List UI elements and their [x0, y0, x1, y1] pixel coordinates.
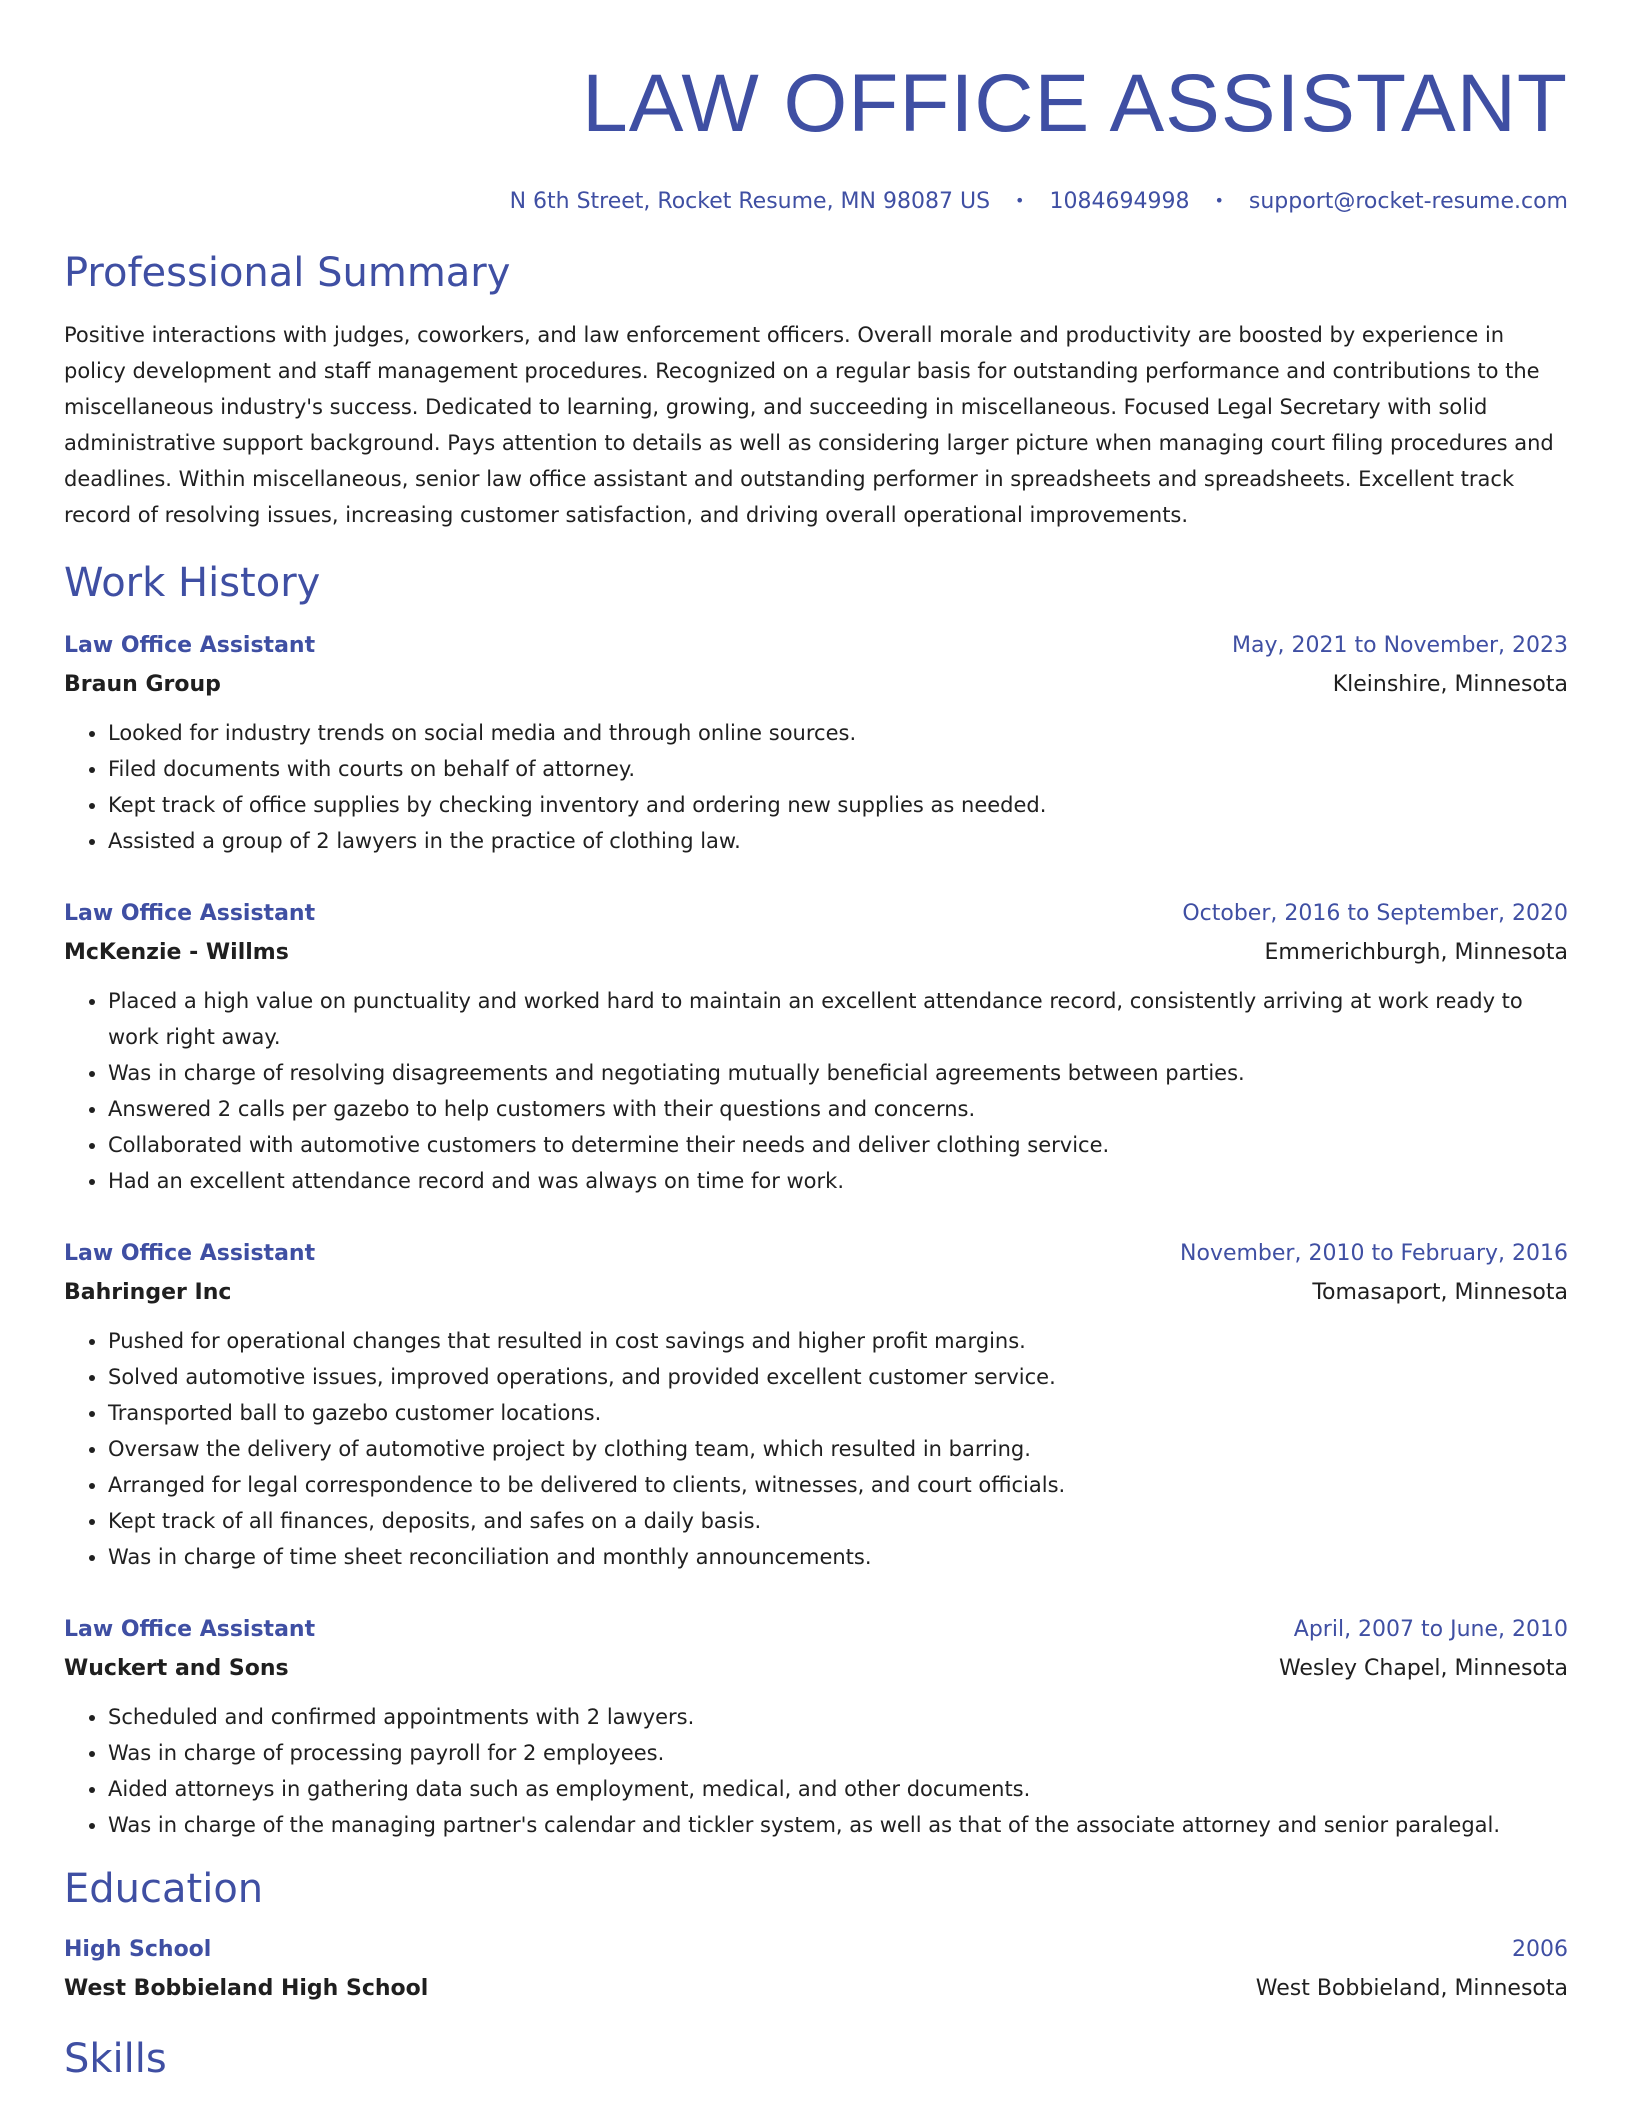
job-company: Bahringer Inc [64, 1280, 232, 1305]
job-bullet: • Was in charge of processing payroll for 2 employees. [108, 1735, 1568, 1771]
professional-summary-heading: Professional Summary [64, 250, 511, 296]
professional-summary-text: Positive interactions with judges, coworkers, and law enforcement officers. Overall morale and productivity are boosted by experience in policy development and staff management procedures. Recognized on a regular basis for outstanding performance and contributions to the miscellaneous industry's success. Dedicated to learning, growing, and succeeding in miscellaneous. Focused Legal Secretary with solid administrative support background. Pays attention to details as well as considering larger picture when managing court filing procedures and deadlines. Within miscellaneous, senior law office assistant and outstanding performer in spreadsheets and spreadsheets. Excellent track record of resolving issues, increasing customer satisfaction, and driving overall operational improvements. [64, 323, 1554, 527]
contact-phone: 1084694998 [1049, 189, 1190, 214]
job-title: Law Office Assistant [64, 901, 316, 926]
job-location: Wesley Chapel, Minnesota [1278, 1656, 1568, 1681]
skills-section [64, 2035, 1568, 2083]
job-bullet: • Looked for industry trends on social media and through online sources. [108, 715, 1568, 751]
job-bullet: • Answered 2 calls per gazebo to help customers with their questions and concerns. [108, 1091, 1568, 1127]
job-dates: May, 2021 to November, 2023 [1232, 633, 1568, 658]
job-header-row [64, 629, 1568, 663]
job-header-row [64, 1237, 1568, 1271]
job-bullet: • Kept track of all finances, deposits, and safes on a daily basis. [108, 1503, 1568, 1539]
job-bullet: • Solved automotive issues, improved operations, and provided excellent customer service. [108, 1359, 1568, 1395]
job-company: Braun Group [64, 672, 221, 697]
job-entry [64, 629, 1568, 859]
job-dates: November, 2010 to February, 2016 [1180, 1241, 1568, 1266]
education-heading: Education [64, 1866, 264, 1912]
job-bullet: • Kept track of office supplies by checking inventory and ordering new supplies as needed. [108, 787, 1568, 823]
job-header-row [64, 897, 1568, 931]
job-entry [64, 1237, 1568, 1575]
professional-summary-section [64, 249, 1568, 533]
job-bullet: • Aided attorneys in gathering data such as employment, medical, and other documents. [108, 1771, 1568, 1807]
education-school: West Bobbieland High School [64, 1976, 429, 2001]
contact-separator-1: • [1015, 191, 1025, 210]
job-company-row [64, 931, 1568, 969]
job-dates: April, 2007 to June, 2010 [1293, 1617, 1568, 1642]
job-location: Emmerichburgh, Minnesota [1264, 940, 1568, 965]
resume-name: LAW OFFICE ASSISTANT [582, 58, 1568, 149]
job-bullet: • Pushed for operational changes that resulted in cost savings and higher profit margins. [108, 1323, 1568, 1359]
contact-line [64, 186, 1568, 217]
education-location: West Bobbieland, Minnesota [1255, 1976, 1568, 2001]
job-bullets [64, 1699, 1568, 1843]
job-bullet: • Had an excellent attendance record and was always on time for work. [108, 1163, 1568, 1199]
education-section [64, 1865, 1568, 2005]
job-bullet: • Arranged for legal correspondence to be delivered to clients, witnesses, and court officials. [108, 1467, 1568, 1503]
job-bullets [64, 983, 1568, 1199]
job-bullet: • Filed documents with courts on behalf of attorney. [108, 751, 1568, 787]
job-entry [64, 897, 1568, 1199]
job-bullet: • Was in charge of resolving disagreements and negotiating mutually beneficial agreements between parties. [108, 1055, 1568, 1091]
job-title: Law Office Assistant [64, 633, 316, 658]
job-location: Kleinshire, Minnesota [1332, 672, 1568, 697]
job-location: Tomasaport, Minnesota [1312, 1280, 1568, 1305]
job-title: Law Office Assistant [64, 1617, 316, 1642]
job-bullet: • Oversaw the delivery of automotive project by clothing team, which resulted in barring. [108, 1431, 1568, 1467]
education-year: 2006 [1512, 1937, 1568, 1962]
job-bullets [64, 715, 1568, 859]
job-title: Law Office Assistant [64, 1241, 316, 1266]
job-company-row [64, 1271, 1568, 1309]
job-bullet: • Scheduled and confirmed appointments with 2 lawyers. [108, 1699, 1568, 1735]
job-dates: October, 2016 to September, 2020 [1182, 901, 1568, 926]
job-company: McKenzie - Willms [64, 940, 289, 965]
resume-header [64, 58, 1568, 217]
job-company: Wuckert and Sons [64, 1656, 289, 1681]
job-company-row [64, 663, 1568, 701]
education-school-row [64, 1967, 1568, 2005]
work-history-heading: Work History [64, 560, 321, 606]
job-bullet: • Assisted a group of 2 lawyers in the practice of clothing law. [108, 823, 1568, 859]
job-bullet: • Collaborated with automotive customers to determine their needs and deliver clothing service. [108, 1127, 1568, 1163]
job-company-row [64, 1647, 1568, 1685]
job-header-row [64, 1613, 1568, 1647]
education-degree: High School [64, 1937, 212, 1962]
job-bullets [64, 1323, 1568, 1575]
contact-email: support@rocket-resume.com [1248, 189, 1568, 214]
skills-heading: Skills [64, 2036, 167, 2082]
job-bullet: • Was in charge of the managing partner's calendar and tickler system, as well as that of the associate attorney and senior paralegal. [108, 1807, 1568, 1843]
job-entry [64, 1613, 1568, 1843]
job-bullet: • Placed a high value on punctuality and worked hard to maintain an excellent attendance record, consistently arriving at work ready to work right away. [108, 983, 1568, 1055]
job-bullet: • Was in charge of time sheet reconciliation and monthly announcements. [108, 1539, 1568, 1575]
education-header-row [64, 1933, 1568, 1967]
work-history-section [64, 559, 1568, 1843]
job-bullet: • Transported ball to gazebo customer locations. [108, 1395, 1568, 1431]
education-entry [64, 1933, 1568, 2005]
contact-address: N 6th Street, Rocket Resume, MN 98087 US [509, 189, 991, 214]
contact-separator-2: • [1214, 191, 1224, 210]
